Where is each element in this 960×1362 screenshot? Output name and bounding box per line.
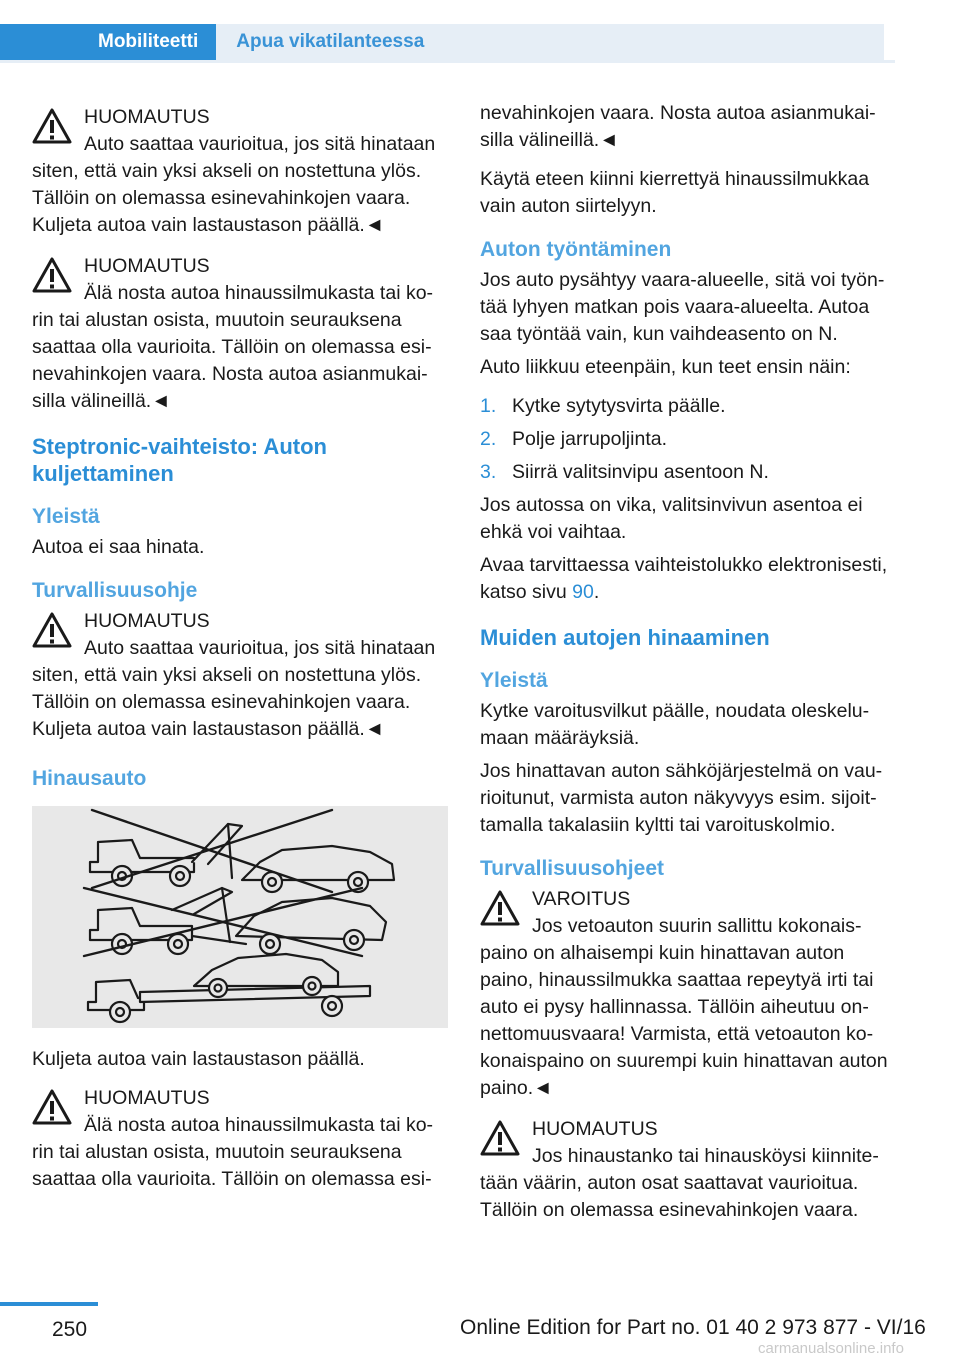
subheading-yleista: Yleistä — [480, 669, 548, 692]
list-text: Siirrä valitsinvipu asentoon N. — [512, 461, 769, 483]
warning-block — [32, 1085, 448, 1193]
list-text: Polje jarrupoljinta. — [512, 428, 668, 450]
warning-text-cont: rin tai alustan osista, muutoin seurauksena saattaa olla vaurioita. Tällöin on olemassa esi- — [32, 1141, 432, 1190]
paragraph — [480, 552, 896, 606]
tow-truck-illustration — [32, 806, 448, 1028]
warning-triangle-icon — [32, 257, 72, 293]
warning-triangle-icon — [480, 1120, 520, 1156]
warning-title: HUOMAUTUS — [84, 1087, 210, 1109]
warning-text: Älä nosta autoa hinaussilmukasta tai ko- — [84, 1114, 434, 1136]
paragraph: Käytä eteen kiinni kierrettyä hinaussilmukkaa vain auton siirtelyyn. — [480, 168, 870, 217]
subheading-yleista: Yleistä — [32, 505, 100, 528]
list-number: 2. — [480, 428, 497, 450]
warning-text-cont: siten, että vain yksi akseli on nostettuna ylös. Tällöin on olemassa esinevahinkojen vaara. Kuljeta autoa vain lastaustason päällä.◄ — [32, 664, 422, 740]
warning-triangle-icon — [32, 1089, 72, 1125]
list-item — [480, 426, 896, 453]
paragraph-text: Avaa tarvittaessa vaihteistolukko elektronisesti, katso sivu — [480, 554, 888, 603]
section-heading-muiden-autojen: Muiden autojen hinaaminen — [480, 625, 770, 650]
edition-line: Online Edition for Part no. 01 40 2 973 877 - VI/16 — [460, 1316, 926, 1339]
steps-list — [480, 393, 896, 486]
warning-title: HUOMAUTUS — [532, 1118, 658, 1140]
warning-text: Jos vetoauton suurin sallittu kokonais- — [532, 915, 862, 937]
subheading-turvallisuusohjeet: Turvallisuusohjeet — [480, 857, 664, 880]
paragraph: Jos hinattavan auton sähköjärjestelmä on vaurioitunut, varmista auton näkyvyys esim. sijoittamalla takalasiin kyltti tai varoituskolmio. — [480, 760, 883, 836]
warning-block — [32, 253, 448, 415]
subheading-hinausauto: Hinausauto — [32, 767, 147, 790]
paragraph: Auto liikkuu eteenpäin, kun teet ensin näin: — [480, 356, 851, 378]
warning-triangle-icon — [32, 108, 72, 144]
paragraph: Autoa ei saa hinata. — [32, 536, 205, 558]
section-heading-steptronic: Steptronic-vaihteisto: Auton kuljettaminen — [32, 434, 327, 486]
header-tabs — [0, 24, 884, 60]
warning-triangle-icon — [32, 612, 72, 648]
warning-text: Auto saattaa vaurioitua, jos sitä hinataan — [84, 637, 436, 659]
list-text: Kytke sytytysvirta päälle. — [512, 395, 726, 417]
warning-block — [32, 608, 448, 743]
paragraph: Jos autossa on vika, valitsinvivun asentoa ei ehkä voi vaihtaa. — [480, 494, 863, 543]
paragraph: Jos auto pysähtyy vaara-alueelle, sitä voi työntää lyhyen matkan pois vaara-alueelta. Autoa saa työntää vain, kun vaihdeasento on N. — [480, 269, 885, 345]
warning-block — [32, 104, 448, 239]
tab-apua-vikatilanteessa[interactable]: Apua vikatilanteessa — [216, 24, 884, 60]
warning-text: Jos hinaustanko tai hinausköysi kiinnite- — [532, 1145, 879, 1167]
list-number: 3. — [480, 461, 497, 483]
tab-mobiliteetti[interactable]: Mobiliteetti — [0, 24, 216, 60]
warning-text-cont: siten, että vain yksi akseli on nostettuna ylös. Tällöin on olemassa esinevahinkojen vaara. Kuljeta autoa vain lastaustason päällä.◄ — [32, 160, 422, 236]
subheading-auton-tyontaminen: Auton työntäminen — [480, 238, 672, 261]
list-item — [480, 393, 896, 420]
warning-text-cont: rin tai alustan osista, muutoin seurauksena saattaa olla vaurioita. Tällöin on olemassa esinevahinkojen vaara. Nosta autoa asianmukaisilla välineillä.◄ — [32, 309, 432, 412]
warning-text-cont: tään väärin, auton osat saattavat vaurioitua. Tällöin on olemassa esinevahinkojen vaara. — [480, 1172, 859, 1221]
header-rule — [0, 60, 895, 63]
list-item — [480, 459, 896, 486]
paragraph-text: . — [593, 581, 600, 603]
warning-block — [480, 886, 896, 1102]
warning-title: HUOMAUTUS — [84, 610, 210, 632]
warning-title: HUOMAUTUS — [84, 255, 210, 277]
paragraph: Kytke varoitusvilkut päälle, noudata oleskelumaan määräyksiä. — [480, 700, 870, 749]
page-link[interactable]: 90 — [572, 581, 594, 603]
warning-text: Auto saattaa vaurioitua, jos sitä hinataan — [84, 133, 436, 155]
warning-triangle-icon — [480, 890, 520, 926]
right-column — [480, 100, 896, 1238]
warning-title: VAROITUS — [532, 888, 631, 910]
tow-truck-drawing — [32, 806, 448, 1028]
warning-text-cont: paino on alhaisempi kuin hinattavan auton paino, hinaussilmukka saattaa repeytyä irti tai auto ei pysy hallinnassa. Tällöin aiheutuu onnettomuusvaara! Varmista, että vetoauton kokonaispaino on suurempi kuin hinattavan auton paino.◄ — [480, 942, 888, 1099]
warning-title: HUOMAUTUS — [84, 106, 210, 128]
list-number: 1. — [480, 395, 497, 417]
warning-block — [480, 1116, 896, 1224]
watermark: carmanualsonline.info — [758, 1340, 904, 1357]
figure-caption: Kuljeta autoa vain lastaustason päällä. — [32, 1048, 365, 1070]
subheading-turvallisuusohje: Turvallisuusohje — [32, 579, 198, 602]
page-number: 250 — [52, 1318, 88, 1341]
warning-text: Älä nosta autoa hinaussilmukasta tai ko- — [84, 282, 434, 304]
paragraph: nevahinkojen vaara. Nosta autoa asianmukaisilla välineillä.◄ — [480, 102, 876, 151]
left-column — [32, 104, 448, 1207]
footer-accent-bar — [0, 1302, 98, 1306]
